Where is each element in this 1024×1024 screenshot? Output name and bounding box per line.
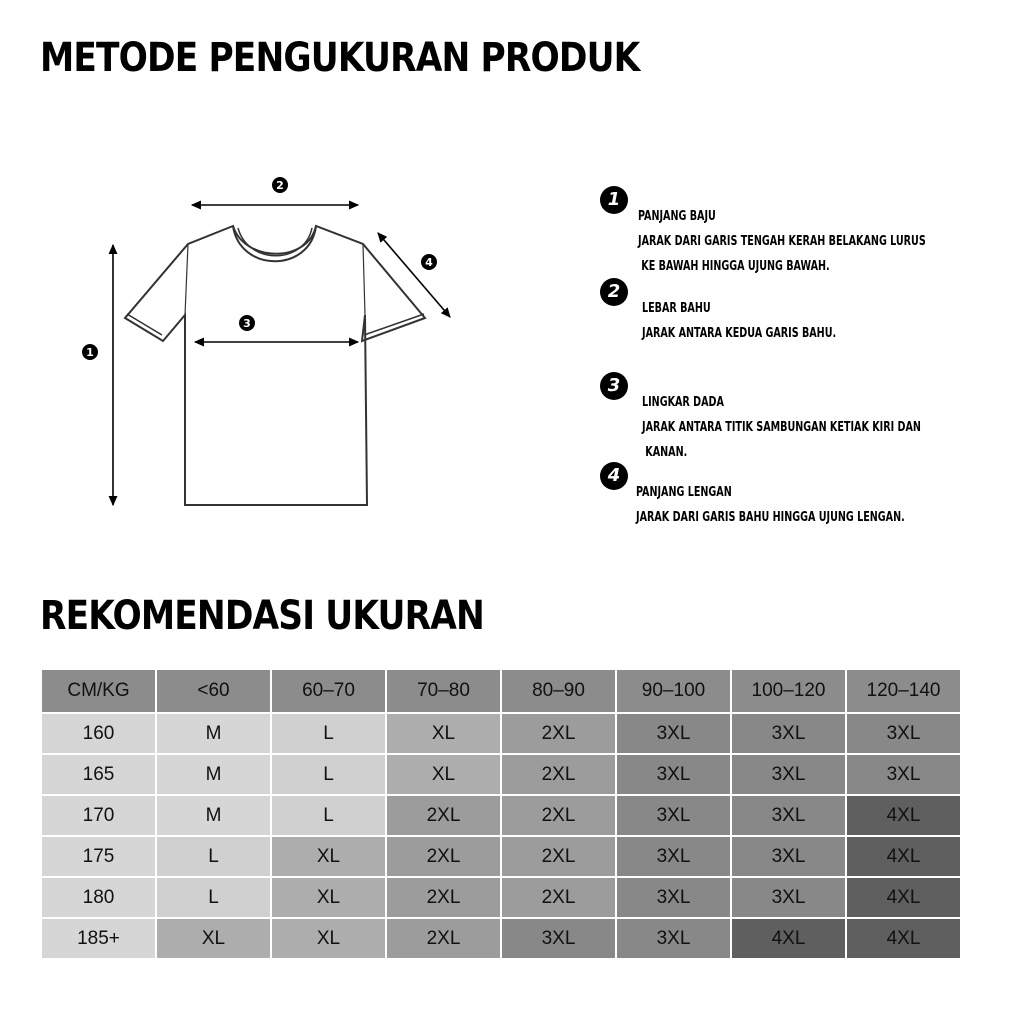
size-cell: 2XL: [501, 713, 616, 754]
number-badge-4: 4: [600, 462, 628, 490]
size-cell: L: [271, 795, 386, 836]
table-row: [41, 795, 961, 836]
header-cell: <60: [156, 669, 271, 713]
size-cell: 3XL: [731, 795, 846, 836]
size-cell: XL: [386, 713, 501, 754]
diagram-number-3: [239, 315, 255, 331]
legend-description-line: KE BAWAH HINGGA UJUNG BAWAH.: [641, 259, 830, 274]
legend-description-line: JARAK DARI GARIS BAHU HINGGA UJUNG LENGAN.: [636, 510, 905, 525]
size-cell: XL: [386, 754, 501, 795]
height-cell: 180: [41, 877, 156, 918]
table-row: [41, 836, 961, 877]
size-cell: 2XL: [386, 877, 501, 918]
size-cell: 4XL: [846, 877, 961, 918]
size-cell: 4XL: [846, 795, 961, 836]
table-header-row: [41, 669, 961, 713]
height-cell: 165: [41, 754, 156, 795]
size-cell: 3XL: [846, 713, 961, 754]
size-cell: 2XL: [386, 795, 501, 836]
header-cell: 70–80: [386, 669, 501, 713]
size-cell: 3XL: [616, 918, 731, 959]
size-cell: L: [156, 877, 271, 918]
size-recommendation-table: [40, 668, 962, 960]
size-cell: M: [156, 754, 271, 795]
legend-heading: PANJANG LENGAN: [636, 485, 732, 500]
size-cell: XL: [271, 918, 386, 959]
diagram-label-2: 2: [276, 179, 284, 192]
size-cell: 2XL: [501, 754, 616, 795]
size-cell: 4XL: [731, 918, 846, 959]
legend-description-line: JARAK ANTARA TITIK SAMBUNGAN KETIAK KIRI DAN: [642, 420, 921, 435]
measure-arrows: [113, 205, 450, 505]
size-cell: XL: [271, 836, 386, 877]
size-cell: 4XL: [846, 918, 961, 959]
size-cell: XL: [271, 877, 386, 918]
size-cell: L: [271, 713, 386, 754]
legend-heading: LEBAR BAHU: [642, 301, 711, 316]
number-badge-1: 1: [600, 186, 628, 214]
size-cell: 3XL: [846, 754, 961, 795]
size-cell: 3XL: [731, 713, 846, 754]
size-cell: 3XL: [731, 754, 846, 795]
header-cell: 90–100: [616, 669, 731, 713]
size-cell: L: [271, 754, 386, 795]
diagram-number-1: [82, 344, 98, 360]
height-cell: 185+: [41, 918, 156, 959]
legend-heading: LINGKAR DADA: [642, 395, 724, 410]
diagram-label-1: 1: [86, 346, 94, 359]
number-badge-3: 3: [600, 372, 628, 400]
table-row: [41, 754, 961, 795]
tshirt-diagram: [70, 165, 470, 525]
size-cell: 3XL: [731, 836, 846, 877]
table-row: [41, 877, 961, 918]
size-cell: 4XL: [846, 836, 961, 877]
size-cell: 2XL: [501, 836, 616, 877]
header-cell: 120–140: [846, 669, 961, 713]
legend-description-line: JARAK DARI GARIS TENGAH KERAH BELAKANG LURUS: [638, 234, 926, 249]
size-cell: 3XL: [616, 795, 731, 836]
size-cell: XL: [156, 918, 271, 959]
table-row: [41, 918, 961, 959]
legend-description-line: JARAK ANTARA KEDUA GARIS BAHU.: [642, 326, 837, 341]
header-cell: CM/KG: [41, 669, 156, 713]
size-cell: 3XL: [616, 713, 731, 754]
header-cell: 60–70: [271, 669, 386, 713]
height-cell: 160: [41, 713, 156, 754]
table-row: [41, 713, 961, 754]
size-cell: L: [156, 836, 271, 877]
size-cell: 2XL: [386, 836, 501, 877]
size-cell: 2XL: [386, 918, 501, 959]
size-cell: 3XL: [731, 877, 846, 918]
size-cell: 3XL: [616, 877, 731, 918]
size-cell: 3XL: [616, 836, 731, 877]
measurement-title: METODE PENGUKURAN PRODUK: [40, 35, 640, 81]
size-cell: M: [156, 795, 271, 836]
size-cell: 2XL: [501, 795, 616, 836]
header-cell: 80–90: [501, 669, 616, 713]
diagram-label-4: 4: [425, 256, 433, 269]
size-cell: 3XL: [501, 918, 616, 959]
legend-heading: PANJANG BAJU: [638, 209, 716, 224]
tshirt-outline: [125, 226, 425, 505]
size-cell: 2XL: [501, 877, 616, 918]
header-cell: 100–120: [731, 669, 846, 713]
height-cell: 170: [41, 795, 156, 836]
number-badge-2: 2: [600, 278, 628, 306]
size-cell: 3XL: [616, 754, 731, 795]
height-cell: 175: [41, 836, 156, 877]
recommendation-title: REKOMENDASI UKURAN: [40, 593, 484, 639]
diagram-number-2: [272, 177, 288, 193]
diagram-label-3: 3: [243, 317, 251, 330]
diagram-number-4: [421, 254, 437, 270]
size-cell: M: [156, 713, 271, 754]
legend-description-line: KANAN.: [645, 445, 688, 460]
